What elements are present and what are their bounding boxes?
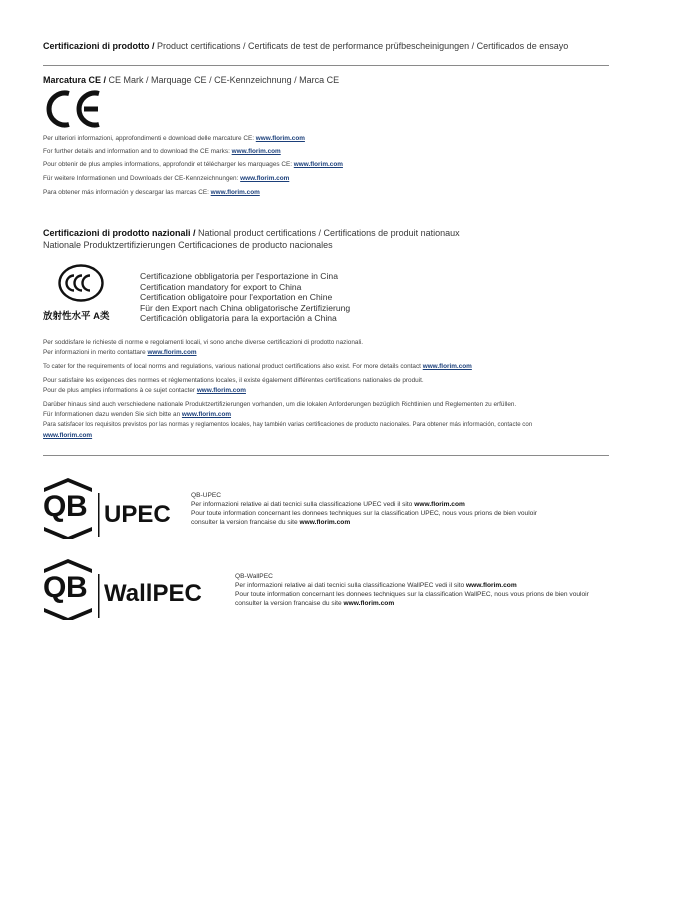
national-it-line: Per soddisfare le richieste di norme e regolamenti locali, vi sono anche diverse certificazioni di prodotto nazionali. (43, 339, 364, 346)
ccc-caption: 放射性水平 A类 (43, 311, 110, 322)
ccc-mark-icon (58, 264, 104, 302)
florim-link[interactable]: www.florim.com (181, 411, 232, 418)
ce-mark-icon (43, 89, 101, 129)
florim-link[interactable]: www.florim.com (414, 500, 465, 508)
florim-link[interactable]: www.florim.com (293, 161, 343, 168)
ce-info-line: Per ulteriori informazioni, approfondimenti e download delle marcature CE: www.florim.com (43, 135, 305, 142)
national-es-line: Para satisfacer los requisitos previstos por las normas y reglamentos locales, hay también varias certificaciones de producto nacionales. Para obtener más información, contacte con (43, 421, 533, 428)
florim-link[interactable]: www.florim.com (147, 349, 197, 356)
certifications-heading: Certificazioni di prodotto / Product certifications / Certificats de test de performance prüfbescheinigungen / Certificados de ensayo (43, 41, 569, 51)
qb-letter-b: B (66, 490, 88, 523)
florim-link[interactable]: www.florim.com (240, 175, 290, 182)
national-de-line: Für Informationen dazu wenden Sie sich bitte an www.florim.com (43, 411, 232, 418)
ccc-description: Certificazione obbligatoria per l'esportazione in Cina Certification mandatory for export to China Certification obligatoire pour l'exportation en Chine Für den Export nach China obligatorische Zertifizierung Certificación obligatoria para la exportación a China (140, 271, 351, 324)
qb-letter-b: B (66, 571, 88, 604)
national-it-line: Per informazioni in merito contattare www.florim.com (43, 349, 197, 356)
ce-heading: Marcatura CE / CE Mark / Marquage CE / CE-Kennzeichnung / Marca CE (43, 75, 340, 85)
florim-link[interactable]: www.florim.com (210, 189, 260, 196)
wallpec-wordmark: WallPEC (104, 580, 202, 607)
qb-wallpec-logo (42, 556, 227, 620)
national-heading-line2: Nationale Produktzertifizierungen Certificaciones de producto nacionales (43, 240, 333, 250)
florim-link[interactable]: www.florim.com (422, 363, 472, 370)
national-heading: Certificazioni di prodotto nazionali / National product certifications / Certifications de produit nationaux (43, 228, 460, 238)
florim-link[interactable]: www.florim.com (196, 387, 246, 394)
ce-info-line: Pour obtenir de plus amples informations, approfondir et télécharger les marquages CE: www.florim.com (43, 161, 343, 168)
divider (43, 455, 609, 456)
qb-wallpec-info: QB-WallPEC Per informazioni relative ai dati tecnici sulla classificazione WallPEC vedi il sito www.florim.com Pour toute information concernant les donnees techniques sur la classification WallPEC, nous vous prions de bien vouloir consulter la version francaise du site www.florim.com (235, 573, 589, 607)
ce-info-line: Para obtener más información y descargar las marcas CE: www.florim.com (43, 189, 260, 196)
florim-link[interactable]: www.florim.com (231, 148, 281, 155)
qb-upec-mark-icon (42, 475, 182, 539)
divider (43, 65, 609, 66)
national-en-line: To cater for the requirements of local norms and regulations, various national product certifications also exist. For more details contact www.florim.com (43, 363, 472, 370)
ce-info-line: For further details and information and to download the CE marks: www.florim.com (43, 148, 281, 155)
qb-letter-q: Q (43, 571, 67, 604)
upec-wordmark: UPEC (104, 501, 171, 528)
ccc-logo (58, 264, 104, 307)
qb-wallpec-mark-icon (42, 556, 227, 620)
qb-upec-info: QB-UPEC Per informazioni relative ai dati tecnici sulla classificazione UPEC vedi il sito www.florim.com Pour toute information concernant les donnees techniques sur la classification UPEC, nous vous prions de bien vouloir consulter la version francaise du site www.florim.com (191, 492, 538, 526)
national-es-line (43, 432, 92, 439)
florim-link[interactable]: www.florim.com (43, 432, 93, 439)
ce-mark-logo (43, 89, 101, 134)
florim-link[interactable]: www.florim.com (299, 518, 351, 526)
national-de-line: Darüber hinaus sind auch verschiedene nationale Produktzertifizierungen vorhanden, um die lokalen Anforderungen bezüglich Richtlinien und Reglementen zu erfüllen. (43, 401, 517, 408)
ce-info-line: Für weitere Informationen und Downloads der CE-Kennzeichnungen: www.florim.com (43, 175, 290, 182)
florim-link[interactable]: www.florim.com (343, 599, 395, 607)
national-fr-line: Pour de plus amples informations à ce sujet contacter www.florim.com (43, 387, 246, 394)
national-fr-line: Pour satisfaire les exigences des normes et réglementations locales, il existe également différentes certifications nationales de produit. (43, 377, 424, 384)
florim-link[interactable]: www.florim.com (466, 581, 517, 589)
qb-letter-q: Q (43, 490, 67, 523)
qb-upec-logo (42, 475, 182, 539)
florim-link[interactable]: www.florim.com (255, 135, 305, 142)
